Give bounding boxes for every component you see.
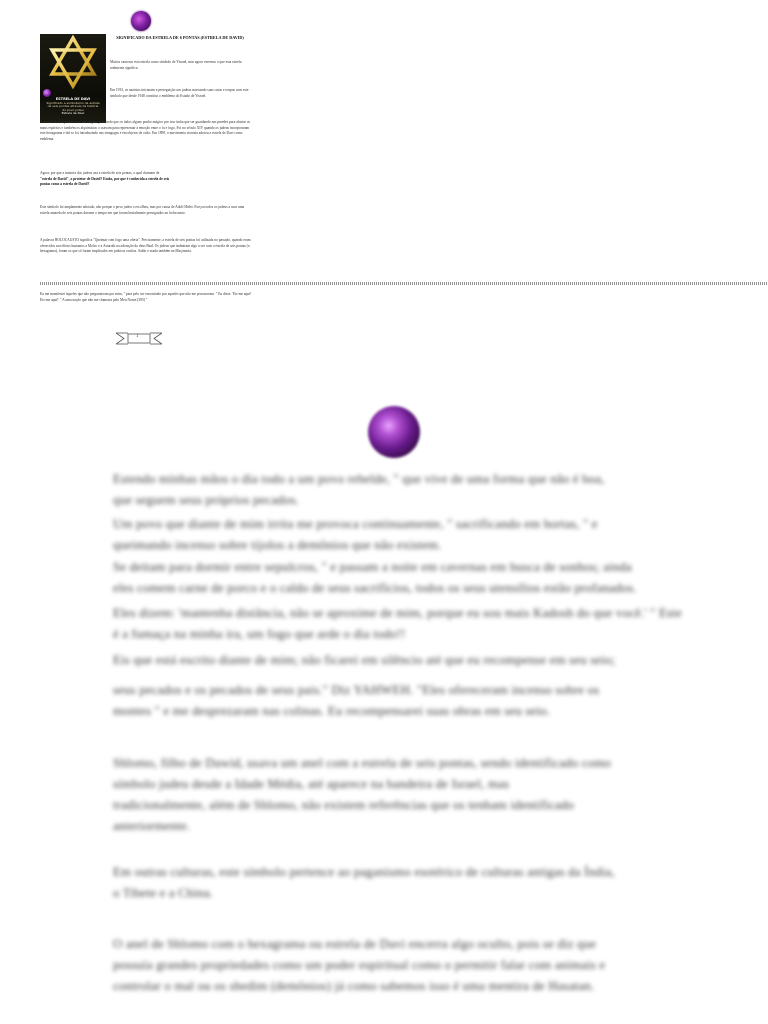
paragraph: Um povo que diante de mim irrita me provoca continuamente, " sacrificando em hortas, " e queimando incenso sobre tijolos a demônios que não existem. <box>113 517 598 552</box>
paragraph: O anel de Shlomo com o hexagrama ou estrela de Davi encerra algo oculto, pois se diz que possuía grandes propriedades como um poder espiritual como o permitir falar com animais e controlar o mal ou os shedim (demônios) já como sabemos isso é uma mentira de Hasatan. <box>113 937 606 993</box>
paragraph: Estendo minhas mãos o dia todo a um povo rebelde, " que vive de uma forma que não é boa, que seguem seus próprios pecados. <box>113 472 605 507</box>
paragraph: Este símbolo foi amplamente adotado, não porque o povo judeu o escolheu, mas por causa de Adolf Hitler. Forçou todos os judeus a usar uma estrela amarela de seis pontas durante o tempo em que foram brutalmente perseguidos no holocausto. <box>40 205 245 215</box>
cover-image <box>40 34 106 123</box>
paragraph: Shlomo, filho de Dawid, usava um anel com a estrela de seis pontas, sendo identificado como símbolo judeu desde a Idade Média, até aparece na bandeira de Israel, mas tradicionalmente, além de Shlomo, não existem referências que os tenham identificado anteriormente. <box>113 756 611 833</box>
paragraph: Eu me manifestei àqueles que não perguntavam por mim, " para pelo ser encontrado por aqueles que não me procuravam. " Eu disse: 'Eis-me aqui! Eis-me aqui!' " A uma nação que não me chamava pelo Meu Nome.[385] " <box>40 292 252 302</box>
divider <box>40 282 768 285</box>
purple-orb-icon <box>368 406 420 458</box>
paragraph: Em outras culturas, este símbolo pertence ao paganismo esotérico de culturas antigas da Índia, o Tibete e a China. <box>113 865 615 900</box>
star-of-david-icon <box>40 34 106 92</box>
paragraph: Eles dizem: 'mantenha distância, não se aproxime de mim, porque eu sou mais Kadosh do que você.' " Este é a fumaça na minha ira, um fogo que arde o dia todo!! <box>113 606 682 641</box>
paragraph: seus pecados e os pecados de seus pais." Diz YAHWEH. "Eles ofereceram incenso sobre os montes " e me desprezaram nas colinas. Eu recompensarei suas obras em seu seio. <box>113 683 600 718</box>
cover-caption: ESTRELA DE DAVI Significado e simbolismo da estrela de seis pontas através da história do povo judeu Estrela de Davi <box>46 97 100 116</box>
paragraph: Agora, por que a maioria dos judeus usa a estrela de seis pontas, a qual chamam de "estrela de David", o protetor de David? Então, por que é conhecida a estrela de seis pontas como a estrela de David? <box>40 171 170 187</box>
page-number: 1 <box>136 334 139 339</box>
purple-orb-icon <box>43 89 51 97</box>
paragraph: A estrela de seis pontas teve sua origem possuindo que os italos alguns ponho mágico por isso tinha que ser guardando nas paredes para afastar os maus espíritos e também os alquimistas o usavam para representar a emoção entre o fu e fogo. Foi no século XIV quando os judeus incorporaram este hexagrama e daí se foi introduzindo nas sinagogas e em objetos de culto. Em 1890, o movimento sionista adotou a estrela de Davi como emblema. <box>40 120 250 141</box>
purple-orb-icon <box>131 11 151 31</box>
page-nav-ribbon[interactable] <box>116 332 162 345</box>
paragraph: Em 1933, os nazistas iniciaram a perseguição aos judeus marcando suas casas e roupas com este símbolo que desde 1948 constitui o emblema do Estado de Yisrael. <box>110 88 249 98</box>
paragraph: Eis que está escrito diante de mim; não ficarei em silêncio até que eu recompense em seu seio; <box>113 653 616 667</box>
paragraph: Se deitam para dormir entre sepulcros, " e passam a noite em cavernas em busca de sonhos; ainda eles comem carne de porco e o caldo de seus sacrifícios, todos os seus utensílios estão profanados. <box>113 560 637 595</box>
paragraph: Muitos cantoras esta estrela como símbolo de Yisrael, mas agora veremos o que esta estrela realmente significa. <box>110 60 242 70</box>
page-title: SIGNIFICADO DA ESTRELA DE 6 PONTAS (ESTRELA DE DAVID) <box>116 35 244 40</box>
paragraph: A palavra HOLOCAUSTO significa "Queimar com fogo uma oferta". Precisamente, a estrela de seis pontas foi utilizada no passado, quando eram oferecidos sacrifícios humanos a Moloc e a Astaroth na adoração do deus Baal. Os judeus que imbuíram algo a ver com a estrela de seis pontas (o hexagrama), foram os que só foram implicados em práticas ocultas. Saldo e usada também na Maçonaria. <box>40 238 251 254</box>
